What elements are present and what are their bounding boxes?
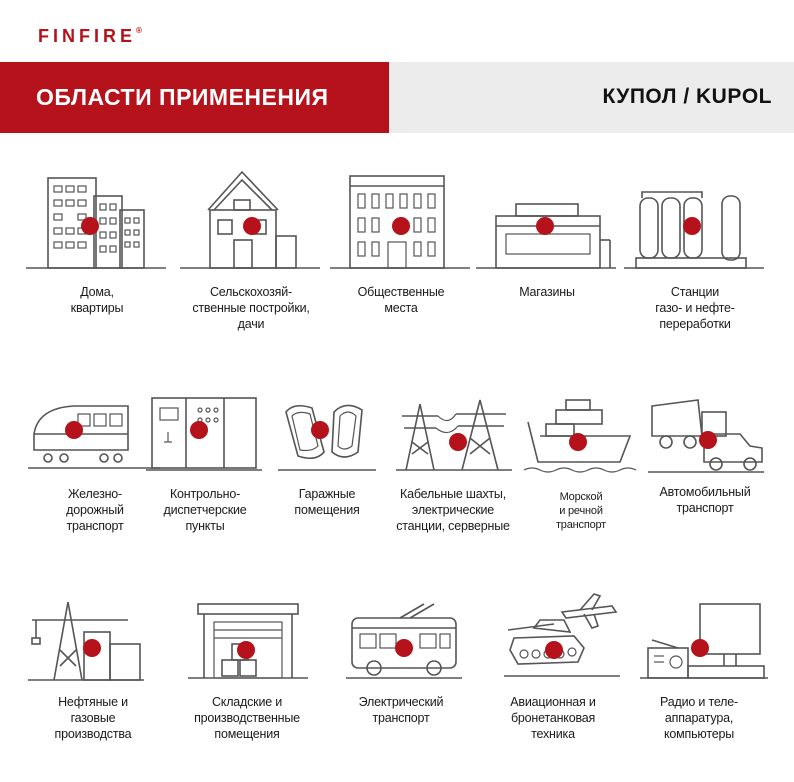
residential-buildings-icon xyxy=(26,170,168,272)
item-label-radio: Радио и теле- аппаратура, компьютеры xyxy=(660,695,738,741)
garage-tires-icon xyxy=(272,394,380,476)
logo-reg-mark: ® xyxy=(136,26,142,35)
logo-text: FINFIRE xyxy=(38,26,136,46)
product-banner xyxy=(389,62,794,133)
trucks-icon xyxy=(646,392,766,476)
ship-icon xyxy=(522,394,638,476)
item-label-public: Общественные места xyxy=(357,285,445,315)
farm-house-icon xyxy=(180,166,322,272)
item-label-railway: Железно- дорожный транспорт xyxy=(66,487,124,533)
item-label-control: Контрольно- диспетчерские пункты xyxy=(163,487,247,533)
item-label-refinery: Станции газо- и нефте- переработки xyxy=(655,285,735,331)
item-label-military: Авиационная и бронетанковая техника xyxy=(510,695,596,741)
public-building-icon xyxy=(330,170,472,272)
control-cabinet-icon xyxy=(146,392,266,476)
item-label-oil: Нефтяные и газовые производства xyxy=(54,695,132,741)
item-label-electric: Электрический транспорт xyxy=(358,695,444,725)
store-icon xyxy=(476,170,618,272)
finfire-logo xyxy=(38,26,142,47)
item-label-auto: Автомобильный транспорт xyxy=(659,485,751,515)
page-title: ОБЛАСТИ ПРИМЕНЕНИЯ xyxy=(36,84,329,110)
header-banner xyxy=(0,62,389,133)
trolleybus-icon xyxy=(346,600,462,682)
radio-computer-icon xyxy=(640,600,770,682)
item-label-garage: Гаражные помещения xyxy=(294,487,360,517)
power-tower-icon xyxy=(396,392,514,476)
item-label-warehouse: Складские и производственные помещения xyxy=(194,695,300,741)
oil-rig-icon xyxy=(28,598,146,684)
item-label-cables: Кабельные шахты, электрические станции, серверные xyxy=(396,487,510,533)
refinery-tanks-icon xyxy=(624,170,766,272)
train-icon xyxy=(24,392,166,476)
item-label-ship: Морской и речной транспорт xyxy=(555,491,607,531)
tank-plane-icon xyxy=(504,592,620,682)
item-label-houses: Дома, квартиры xyxy=(70,285,124,315)
warehouse-icon xyxy=(188,600,308,682)
item-label-shops: Магазины xyxy=(519,285,575,299)
product-name: КУПОЛ / KUPOL xyxy=(602,85,772,108)
item-label-farm: Сельскохозяй- ственные постройки, дачи xyxy=(192,285,310,331)
